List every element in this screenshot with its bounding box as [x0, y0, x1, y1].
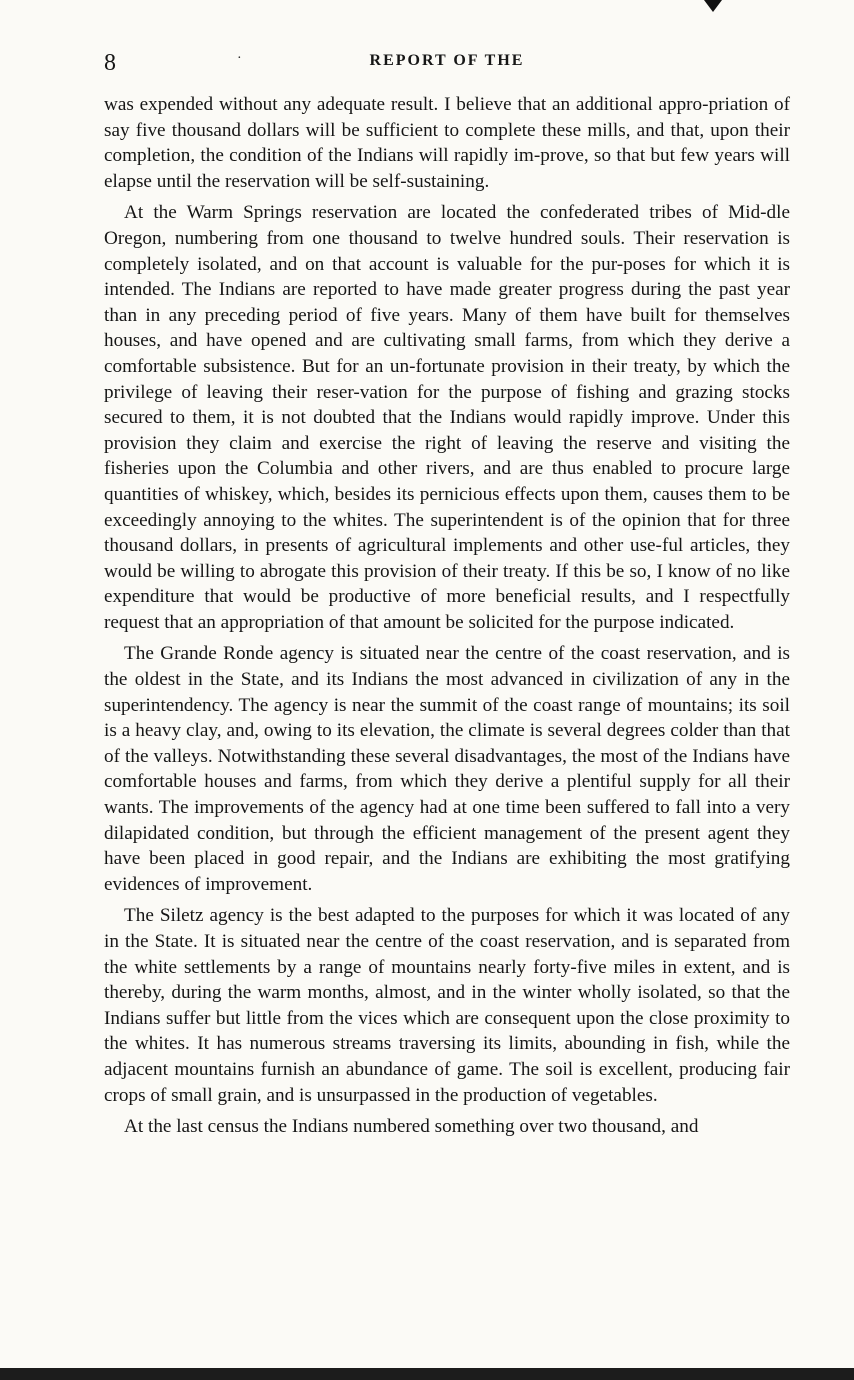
paragraph-5: At the last census the Indians numbered something over two thousand, and [124, 1116, 699, 1138]
body-text [104, 92, 790, 1146]
paragraph-1: was expended without any adequate result. I believe that an additional appro-priation of say five thousand dollars will be sufficient to complete these mills, and that, upon their completion, the condition of the Indians will rapidly im-prove, so that but few years will elapse until the reservation will be self-sustaining. [104, 94, 790, 192]
page-number: 8 [104, 50, 116, 76]
corner-mark-decoration [704, 0, 722, 12]
paragraph-2: At the Warm Springs reservation are located the confederated tribes of Mid-dle Oregon, numbering from one thousand to twelve hundred souls. Their reservation is completely isolated, and on that account is valuable for the pur-poses for which it is intended. The Indians are reported to have made greater progress during the past year than in any preceding period of five years. Many of them have built for themselves houses, and have opened and are cultivating small farms, from which they derive a comfortable subsistence. But for an un-fortunate provision in their treaty, by which the privilege of leaving their reser-vation for the purpose of fishing and grazing stocks secured to them, it is not doubted that the Indians would rapidly improve. Under this provision they claim and exercise the right of leaving the reserve and visiting the fisheries upon the Columbia and other rivers, and are thus enabled to procure large quantities of whiskey, which, besides its pernicious effects upon them, causes them to be exceedingly annoying to the whites. The superintendent is of the opinion that for three thousand dollars, in presents of agricultural implements and other use-ful articles, they would be willing to abrogate this provision of their treaty. If this be so, I know of no like expenditure that would be productive of more beneficial results, and I respectfully request that an appropriation of that amount be solicited for the purpose indicated. [104, 202, 790, 633]
paragraph-3: The Grande Ronde agency is situated near the centre of the coast reservation, and is the oldest in the State, and its Indians the most advanced in civilization of any in the superintendency. The agency is near the summit of the coast range of mountains; its soil is a heavy clay, and, owing to its elevation, the climate is several degrees colder than that of the valleys. Notwithstanding these several disadvantages, the most of the Indians have comfortable houses and farms, from which they derive a plentiful supply for all their wants. The improvements of the agency had at one time been suffered to fall into a very dilapidated condition, but through the efficient management of the present agent they have been placed in good repair, and the Indians are exhibiting the most gratifying evidences of improvement. [104, 643, 790, 895]
page-header [104, 44, 790, 84]
running-head: REPORT OF THE [369, 52, 525, 69]
paragraph-4: The Siletz agency is the best adapted to the purposes for which it was located of any in the State. It is situated near the centre of the coast reservation, and is separated from the white settlements by a range of mountains nearly forty-five miles in extent, and is thereby, during the warm months, almost, and in the winter wholly isolated, so that the Indians suffer but little from the vices which are consequent upon the close proximity to the whites. It has numerous streams traversing its limits, abounding in fish, while the adjacent mountains furnish an abundance of game. The soil is excellent, producing fair crops of small grain, and is unsurpassed in the production of vegetables. [104, 905, 790, 1106]
page-bottom-edge [0, 1368, 854, 1380]
header-dot-mark: · [237, 51, 242, 66]
